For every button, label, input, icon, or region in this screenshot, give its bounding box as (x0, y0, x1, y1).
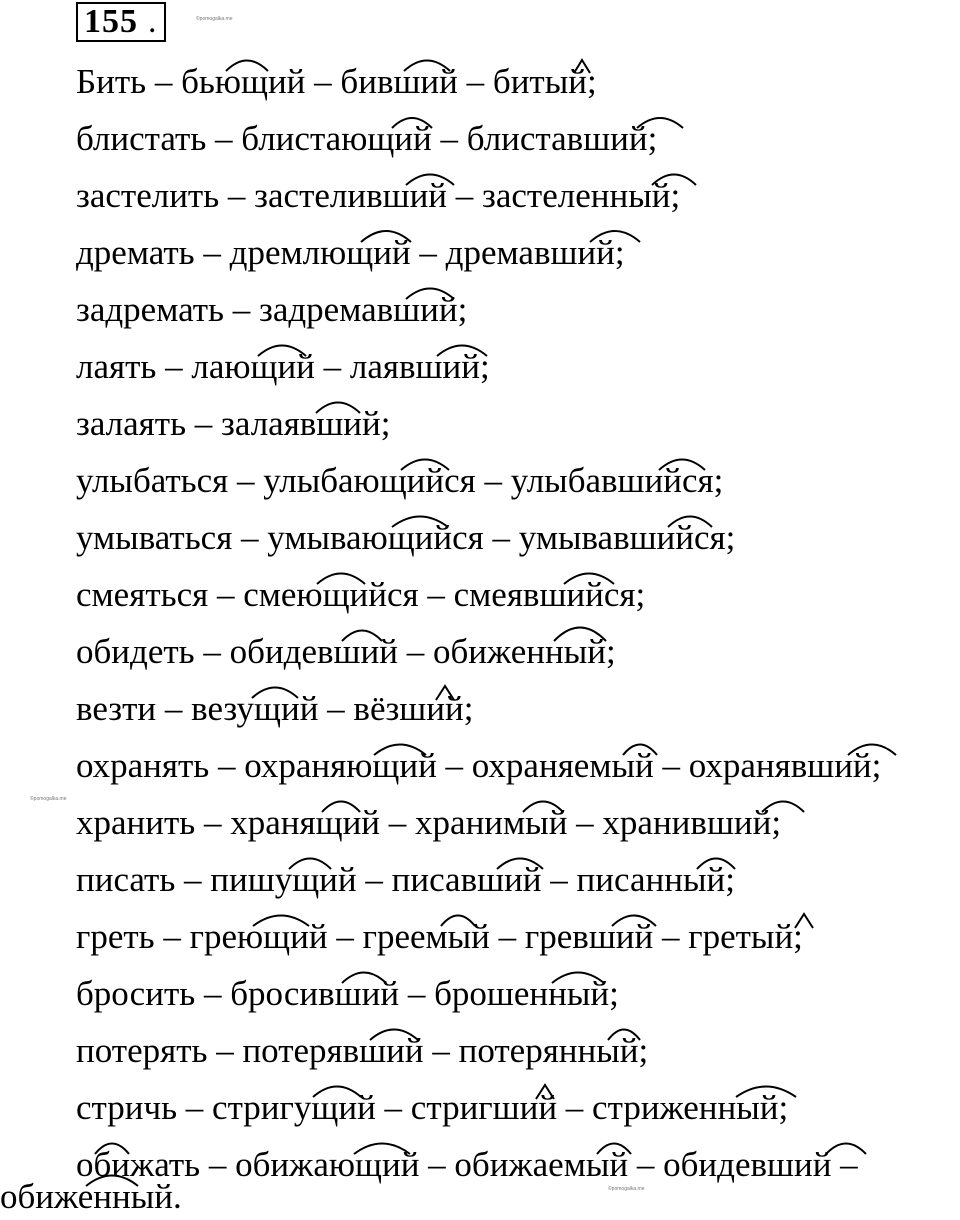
text-line-8: улыбаться – улыбающийся – улыбавшийся; (76, 461, 724, 500)
text-line-13: охранять – охраняющий – охраняемый – охранявший; (76, 746, 882, 785)
text-line-5: задремать – задремавший; (76, 290, 468, 329)
watermark-top: ©pomogalka.me (196, 16, 233, 22)
text-line-14: хранить – хранящий – хранимый – хранивший; (76, 803, 782, 842)
watermark-left: ©pomogalka.me (30, 796, 67, 802)
text-line-7: залаять – залаявший; (76, 404, 391, 443)
text-line-16: греть – греющий – греемый – гревший – гретый; (76, 917, 803, 956)
text-line-6: лаять – лающий – лаявший; (76, 347, 490, 386)
text-line-15: писать – пишущий – писавший – писанный; (76, 860, 735, 899)
exercise-number-dot: . (148, 3, 157, 40)
text-line-2: блистать – блистающий – блиставший; (76, 119, 658, 158)
text-line-1: Бить – бьющий – бивший – битый; (76, 62, 597, 101)
watermark-bottom: ©pomogalka.me (608, 1186, 645, 1192)
text-line-10: смеяться – смеющийся – смеявшийся; (76, 575, 646, 614)
text-line-19: стричь – стригущий – стригший – стриженный; (76, 1088, 789, 1127)
text-line-21: обиженный. (0, 1177, 182, 1216)
text-line-12: везти – везущий – вёзший; (76, 689, 474, 728)
exercise-number: 155 (84, 3, 138, 40)
text-line-18: потерять – потерявший – потерянный; (76, 1031, 649, 1070)
text-line-9: умываться – умывающийся – умывавшийся; (76, 518, 736, 557)
text-line-3: застелить – застеливший – застеленный; (76, 176, 681, 215)
text-line-4: дремать – дремлющий – дремавший; (76, 233, 625, 272)
text-line-17: бросить – бросивший – брошенный; (76, 974, 619, 1013)
text-line-20: обижать – обижающий – обижаемый – обидевший – (76, 1145, 858, 1184)
text-line-11: обидеть – обидевший – обиженный; (76, 632, 616, 671)
